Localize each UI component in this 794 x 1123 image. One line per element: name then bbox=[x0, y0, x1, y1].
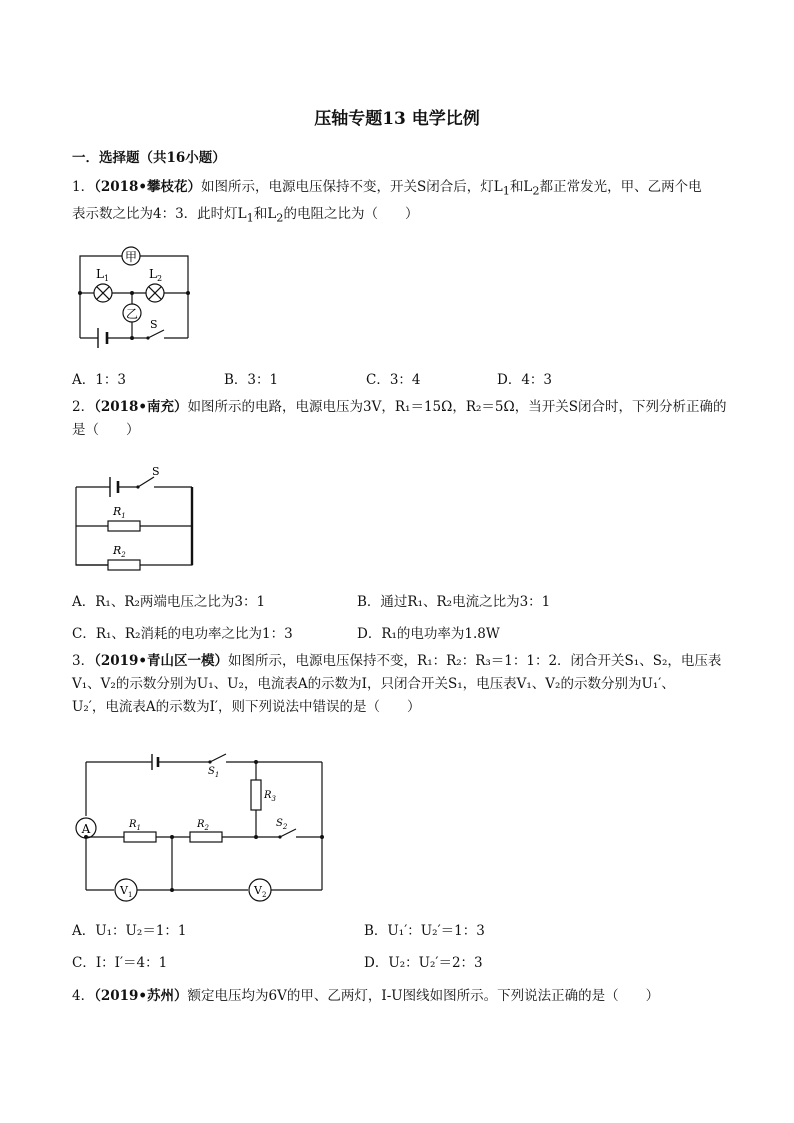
q2-option-b[interactable]: B．通过R₁、R₂电流之比为3：1 bbox=[357, 594, 551, 610]
q3-option-c[interactable]: C．I：I′＝4：1 bbox=[72, 955, 168, 971]
q1-option-d[interactable]: D．4：3 bbox=[497, 372, 553, 388]
q3-option-d[interactable]: D．U₂：U₂′＝2：3 bbox=[364, 955, 483, 971]
lamp-2-label: $L_2$ bbox=[149, 267, 163, 283]
question-4-text: 4．（2019•苏州）额定电压均为6V的甲、乙两灯，I-U图线如图所示。下列说法正确的是（ ） bbox=[72, 988, 660, 1004]
question-2-text: 2．（2018•南充）如图所示的电路，电源电压为3V，R₁＝15Ω，R₂＝5Ω，当开关S闭合时，下列分析正确的 是（ ） bbox=[72, 399, 727, 438]
resistor-2-label: $R_2$ bbox=[113, 544, 126, 559]
question-3-circuit-diagram bbox=[70, 750, 330, 899]
question-3-text: 3．（2019•青山区一模）如图所示，电源电压保持不变，R₁：R₂：R₃＝1：1：2．闭合开关S₁、S₂，电压表 V₁、V₂的示数分别为U₁、U₂，电流表A的示数为I，只闭合开关S₁，电压表V₁、V₂的示数分别为U₁′、 U₂′，电流表A的示数为I′，则下列说法中错误的是（ ） bbox=[72, 653, 722, 715]
q1-option-a[interactable]: A．1：3 bbox=[72, 372, 126, 388]
resistor-1-label: $R_1$ bbox=[129, 819, 141, 832]
resistor-3-label: $R_3$ bbox=[264, 790, 276, 803]
ammeter-label: A bbox=[81, 822, 91, 836]
page-title: 压轴专题13 电学比例 bbox=[314, 109, 480, 129]
question-2-circuit-diagram bbox=[70, 465, 200, 570]
question-2-source: （2018•南充） bbox=[94, 399, 188, 415]
q2-option-a[interactable]: A．R₁、R₂两端电压之比为3：1 bbox=[72, 594, 266, 610]
resistor-1-label: $R_1$ bbox=[113, 505, 126, 520]
switch-1-label: $S_1$ bbox=[208, 766, 220, 779]
q1-option-b[interactable]: B．3：1 bbox=[224, 372, 279, 388]
q2-option-c[interactable]: C．R₁、R₂消耗的电功率之比为1：3 bbox=[72, 626, 293, 642]
resistor-2-label: $R_2$ bbox=[197, 819, 209, 832]
question-1-text: 1．（2018•攀枝花）如图所示，电源电压保持不变，开关S闭合后，灯$L_1$和$L_2$都正常发光，甲、乙两个电 表示数之比为4：3．此时灯$L_1$和$L_2$的电阻之比为（ ） bbox=[72, 179, 702, 225]
q1-option-c[interactable]: C．3：4 bbox=[366, 372, 421, 388]
switch-2-label: $S_2$ bbox=[276, 818, 288, 831]
voltmeter-1-label: $V_1$ bbox=[120, 884, 133, 899]
q2-option-d[interactable]: D．R₁的电功率为1.8W bbox=[357, 626, 500, 642]
section-heading: 一．选择题（共16小题） bbox=[72, 150, 226, 166]
question-4-source: （2019•苏州） bbox=[94, 988, 188, 1004]
q3-option-b[interactable]: B．U₁′：U₂′＝1：3 bbox=[364, 923, 485, 939]
q3-option-a[interactable]: A．U₁：U₂＝1：1 bbox=[72, 923, 187, 939]
meter-yi-label: 乙 bbox=[125, 307, 139, 321]
question-1-source: （2018•攀枝花） bbox=[94, 179, 202, 195]
switch-label: S bbox=[152, 465, 160, 478]
question-3-source: （2019•青山区一模） bbox=[94, 653, 229, 669]
meter-jia-label: 甲 bbox=[124, 250, 138, 264]
question-1-circuit-diagram bbox=[70, 242, 200, 352]
switch-label: S bbox=[150, 318, 158, 331]
lamp-1-label: $L_1$ bbox=[96, 267, 110, 283]
voltmeter-2-label: $V_2$ bbox=[254, 884, 267, 899]
